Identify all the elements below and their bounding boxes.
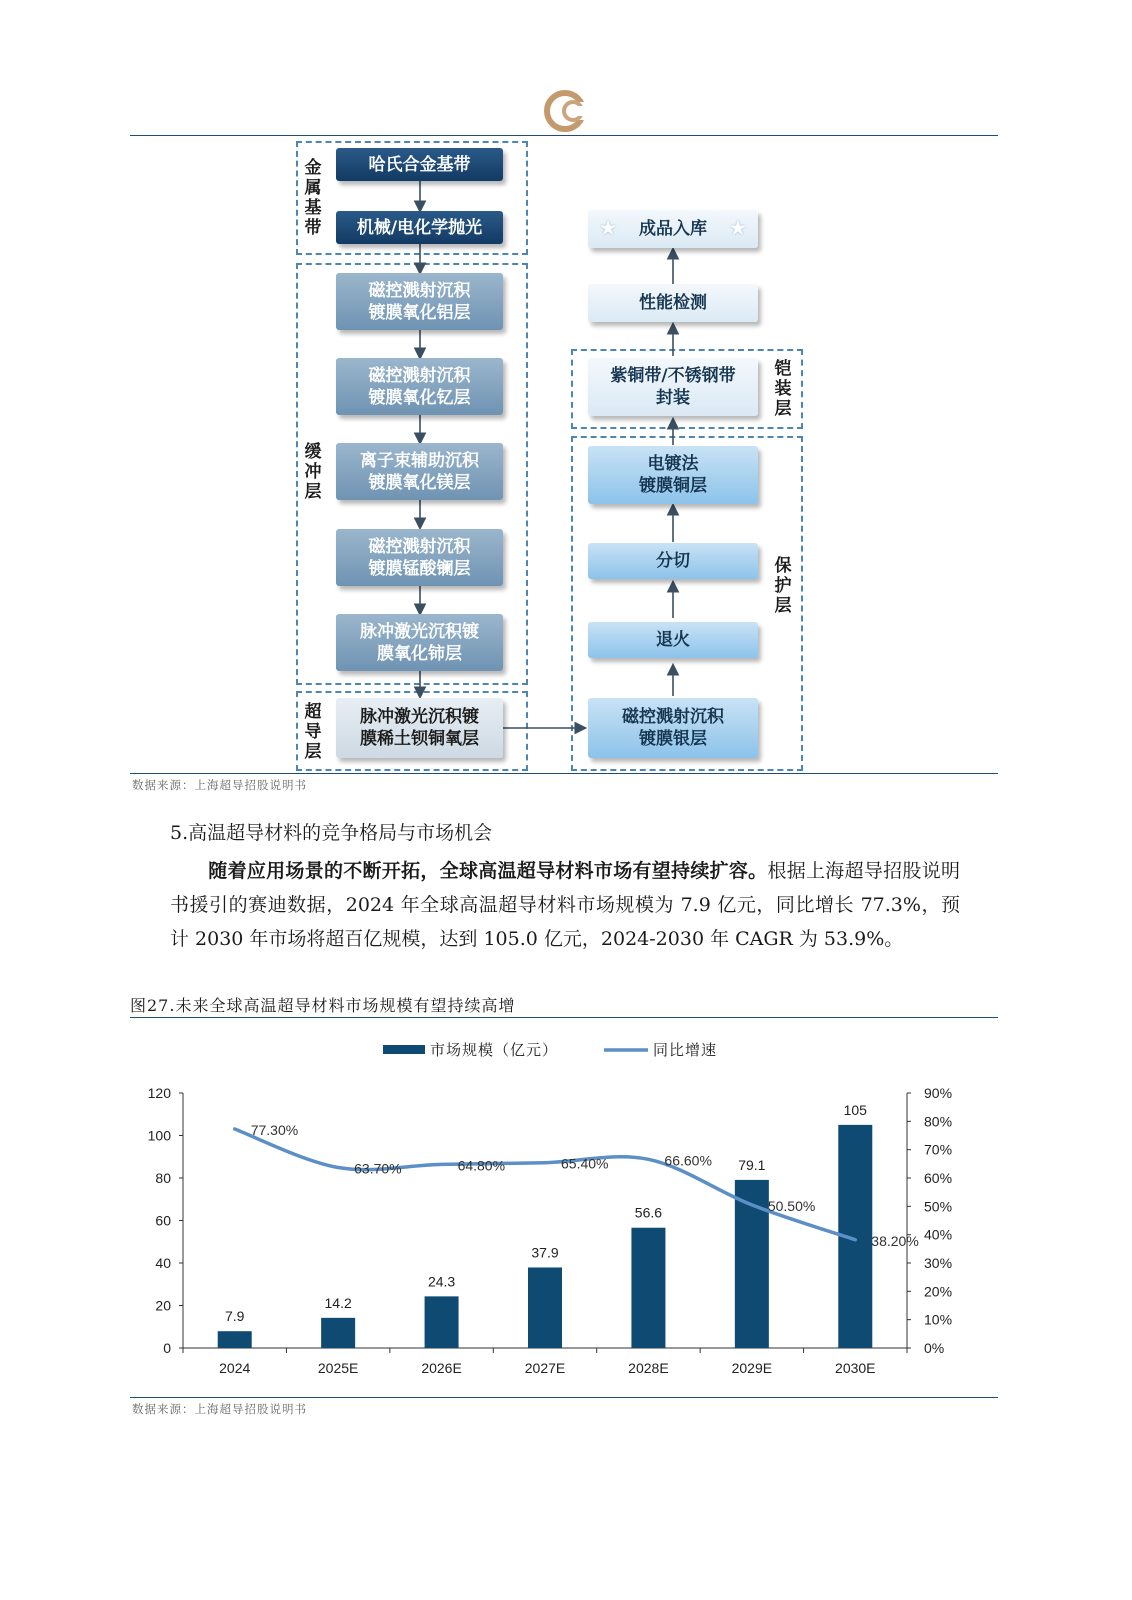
section-heading: 5.高温超导材料的竞争格局与市场机会 <box>170 822 493 844</box>
left-axis-tick-label: 40 <box>155 1255 171 1271</box>
line-data-label: 50.50% <box>767 1197 816 1214</box>
x-axis-tick-label: 2029E <box>731 1360 773 1376</box>
left-axis-tick-label: 20 <box>155 1297 171 1314</box>
left-axis-tick-label: 120 <box>147 1085 171 1101</box>
bar-data-label: 105 <box>843 1101 867 1118</box>
left-axis-tick-label: 60 <box>155 1212 171 1229</box>
line-data-label: 77.30% <box>250 1121 299 1138</box>
right-axis-tick-label: 70% <box>924 1141 953 1158</box>
paragraph-lead: 随着应用场景的不断开拓，全球高温超导材料市场有望持续扩容。 <box>208 860 768 882</box>
source-note: 数据来源：上海超导招股说明书 <box>132 1402 307 1416</box>
right-axis-tick-label: 60% <box>924 1170 953 1186</box>
paragraph-body: 根据上海超导招股说明书援引的赛迪数据，2024 年全球高温超导材料市场规模为 7.9 亿元，同比增长 77.3%，预计 2030 年市场将超百亿规模，达到 105.0 亿元，2024-2030 年 CAGR 为 53.9%。 <box>170 860 960 950</box>
line-data-label: 66.60% <box>664 1152 712 1169</box>
step-mgo-layer: 离子束辅助沉积 镀膜氧化镁层 <box>336 443 503 500</box>
step-yttria-layer: 磁控溅射沉积 镀膜氧化钇层 <box>336 358 503 415</box>
x-axis-tick-label: 2027E <box>524 1360 566 1376</box>
source-note: 数据来源：上海超导招股说明书 <box>132 778 307 792</box>
step-ceria-layer: 脉冲激光沉积镀 膜氧化铈层 <box>336 614 503 671</box>
step-encapsulation: 紫铜带/不锈钢带 封装 <box>588 358 758 416</box>
line-data-label: 63.70% <box>354 1160 402 1177</box>
chart-bottom-rule <box>130 1397 998 1398</box>
step-hastelloy-substrate: 哈氏合金基带 <box>336 148 503 181</box>
label-protective-layer: 保护层 <box>774 556 792 616</box>
right-axis-tick-label: 0% <box>924 1340 945 1356</box>
step-alumina-layer: 磁控溅射沉积 镀膜氧化铝层 <box>336 273 503 330</box>
x-axis-tick-label: 2024 <box>219 1360 251 1376</box>
x-axis-tick-label: 2030E <box>835 1360 876 1376</box>
step-copper-plating: 电镀法 镀膜铜层 <box>588 446 758 504</box>
bar-data-label: 37.9 <box>531 1244 559 1261</box>
step-warehousing <box>588 210 758 248</box>
market-size-chart <box>130 1024 998 1394</box>
bar-data-label: 7.9 <box>224 1308 245 1325</box>
bar-data-label: 24.3 <box>427 1273 456 1290</box>
bar-data-label: 79.1 <box>738 1156 766 1173</box>
label-armor-layer: 铠装层 <box>774 359 792 419</box>
legend-swatch-bar <box>383 1045 425 1054</box>
right-axis-tick-label: 20% <box>924 1283 953 1300</box>
legend-label-bar: 市场规模（亿元） <box>430 1041 559 1059</box>
x-axis-tick-label: 2026E <box>421 1360 462 1376</box>
x-axis-tick-label: 2025E <box>317 1360 359 1376</box>
line-data-label: 38.20% <box>871 1232 919 1249</box>
diagram-bottom-rule <box>130 773 998 774</box>
bar-market-size <box>631 1228 665 1348</box>
right-axis-tick-label: 90% <box>924 1085 953 1101</box>
right-axis-tick-label: 50% <box>924 1198 953 1215</box>
left-axis-tick-label: 100 <box>147 1127 171 1144</box>
bar-market-size <box>528 1267 562 1348</box>
label-superconducting-layer: 超导层 <box>304 702 322 762</box>
right-axis-tick-label: 40% <box>924 1226 953 1243</box>
body-paragraph <box>170 854 960 956</box>
line-data-label: 65.40% <box>561 1155 609 1172</box>
star-icon: ★ <box>600 218 617 239</box>
x-axis-tick-label: 2028E <box>628 1360 669 1376</box>
label-buffer-layer: 缓冲层 <box>304 442 322 502</box>
left-axis-tick-label: 0 <box>163 1340 171 1356</box>
right-axis-tick-label: 30% <box>924 1255 953 1271</box>
right-axis-tick-label: 80% <box>924 1113 953 1130</box>
step-slitting: 分切 <box>588 543 758 579</box>
bar-market-size <box>321 1318 355 1348</box>
bar-market-size <box>218 1331 252 1348</box>
left-axis-tick-label: 80 <box>155 1170 171 1186</box>
figure-title: 图27.未来全球高温超导材料市场规模有望持续高增 <box>130 996 516 1015</box>
right-axis-tick-label: 10% <box>924 1311 953 1328</box>
label-metal-substrate: 金属基带 <box>304 158 322 238</box>
step-silver-layer: 磁控溅射沉积 镀膜银层 <box>588 698 758 758</box>
step-rebco-layer: 脉冲激光沉积镀 膜稀土钡铜氧层 <box>336 698 503 758</box>
step-lmo-layer: 磁控溅射沉积 镀膜锰酸镧层 <box>336 529 503 586</box>
step-performance-test: 性能检测 <box>588 284 758 322</box>
bar-market-size <box>425 1296 459 1348</box>
step-polishing: 机械/电化学抛光 <box>336 211 503 244</box>
step-warehousing-label: 成品入库 <box>639 219 707 239</box>
step-annealing: 退火 <box>588 622 758 658</box>
star-icon: ★ <box>729 218 746 239</box>
figure-title-rule <box>130 1017 998 1018</box>
bar-data-label: 14.2 <box>324 1294 352 1311</box>
bar-data-label: 56.6 <box>634 1204 663 1221</box>
legend-label-line: 同比增速 <box>653 1041 718 1059</box>
line-data-label: 64.80% <box>457 1157 506 1174</box>
